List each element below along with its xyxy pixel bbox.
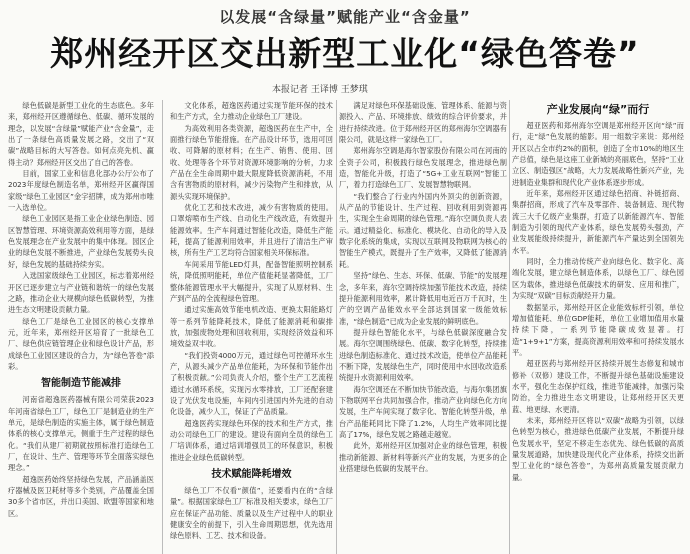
- article-title: 郑州经开区交出新型工业化“绿色答卷”: [50, 34, 640, 73]
- paragraph: 河南省超逸医药器械有限公司荣获2023年河南省绿色工厂，绿色工厂是制造业的生产单元，是绿色制造的实施主体，属于绿色制造体系的核心支撑单元，侧重于生产过程的绿色化。“我们从建厂初期就按照标准打造绿色工厂，在设计、生产、管理等环节全面落实绿色理念。”: [8, 395, 154, 473]
- paragraph: 超逸医药实现绿色环保的技术和生产方式，推动公司绿色工厂的建设。建设有面向全员的绿色工厂培训体系，通过培训增强员工的环保意识，积极推进企业绿色低碳转型。: [170, 418, 333, 462]
- paragraph: 超逸医药始终坚持绿色发展，产品涵盖医疗器械及医卫耗材等多个类别，产品覆盖全国30多个省市区，并出口美国、欧盟等国家和地区。: [8, 474, 154, 518]
- paragraph: “我们整合了行业内外国内外顶尖的创新资源，从产品的节能设计、生产过程、回收利用到资源再生，实现全生命周期的绿色管理。”海尔空调负责人表示。通过精益化、标准化、模块化、自动化的导入及数字化系统的集成，实现以互联网及物联网为核心的智能生产模式，既提升了生产效率，又降低了能源消耗。: [339, 191, 507, 269]
- paragraph: 坚持“绿色、生态、环保、低碳、节能”的发展理念，多年来，海尔空调持续加强节能技术改造，持续提升能源利用效率，累计降低用电近百万千瓦时，生产的空调产品能效水平全部达到国家一级能效标准，“绿色制造”已成为企业发展的鲜明底色。: [339, 271, 507, 326]
- paragraph: 绿色工厂是绿色工业园区的核心支撑单元，近年来，郑州经开区培育了一批绿色工厂、绿色供应链管理企业和绿色设计产品，形成绿色工业园区建设的合力，为“绿色答卷”添彩。: [8, 316, 154, 371]
- paragraph: 优化工艺和技术改进，减少有害物质的使用。口罩熔喷布生产线、自动化生产线改造，有效提升能源效率。生产车间通过智能化改造，降低生产能耗，提高了能源利用效率，并且进行了清洁生产审核，所有生产工艺均符合国家相关环保标准。: [170, 203, 333, 258]
- column-4: [512, 100, 684, 554]
- column-2: [170, 100, 333, 554]
- column-3: [339, 100, 507, 554]
- paragraph: 通过实施高效节能电机改造、更换太阳能路灯等一系列节能降耗技术，降低了能源消耗和碳排放，加强废物处理和回收利用，实现经济效益和环境效益双丰收。: [170, 305, 333, 349]
- paragraph: 超亚医药与郑州经开区持续开展生态修复和城市修补（双修）建设工作，不断提升绿色基础设施建设水平，强化生态保护红线，推进节能减排，加强污染防治，全力推进生态文明建设，让郑州经开区天更蓝、地更绿、水更清。: [512, 359, 684, 414]
- section-heading: 技术赋能降耗增效: [211, 469, 292, 480]
- paragraph: 同时，全力推动传统产业向绿色化、数字化、高端化发展，建立绿色制造体系，以绿色工厂、绿色园区为载体，推进绿色低碳技术的研发、应用和推广，为实现“双碳”目标贡献经开力量。: [512, 257, 684, 301]
- paragraph: 提升绿色智能化水平，与绿色低碳深度融合发展。海尔空调围绕绿色、低碳、数字化转型，持续推进绿色制造标准化、通过技术改造，使单位产品能耗不断下降，发展绿色生产，同时使用中水回收改造系统提升水资源利用效率。: [339, 327, 507, 383]
- column-divider: [509, 100, 510, 554]
- paragraph: 入选国家级绿色工业园区，标志着郑州经开区已逐步建立与产业链和谐统一的绿色发展之路，推动企业大规模向绿色低碳转型，为推进生态文明建设贡献力量。: [8, 271, 154, 315]
- paragraph: 数据显示，郑州经开区企业能效标杆引领，单位增加值能耗、单位GDP能耗，单位工业增加值用水量持续下降，一系列节能降碳成效显著。打造“1+9+1”方案，提高资源利用效率和可持续发展水平。: [512, 302, 684, 357]
- section-heading: 智能制造节能减排: [41, 378, 121, 390]
- paragraph: 超亚医药和郑州海尔空调是郑州经开区向“绿”而行，走“绿”色发展的缩影。用一组数字来说：郑州经开区以占全市约2%的面积，创造了全市10%的地区生产总值，绿色是这座工业新城的亮丽底色，坚持“工业立区、制造强区”战略，大力发展战略性新兴产业，先进制造业集群和现代化产业体系逐步形成。: [512, 121, 684, 187]
- paragraph: 为高效利用各类资源，超逸医药在生产中，全面推行绿色节能措施。在产品设计环节，选用可回收、可降解的原材料；在生产、销售、使用、回收、处理等各个环节对资源环境影响的分析，力求产品在全生命周期中最大限度降低资源消耗，不用含有害物质的原材料，减少污染物产生和排放，从源头实现环境保护。: [170, 123, 333, 201]
- column-divider: [336, 100, 337, 554]
- paragraph: 车间采用节能LED灯具，配备智能照明控制系统，降低照明能耗，单位产值能耗显著降低，工厂整体能源管理水平大幅提升，实现了从原材料、生产到产品的全流程绿色管理。: [170, 259, 333, 303]
- paragraph: 郑州海尔空调是海尔智家股份有限公司在河南的全资子公司，积极践行绿色发展理念，推进绿色制造，智能化升级，打造了“5G+工业互联网”智能工厂，着力打造绿色工厂、发展智慧物联网。: [339, 146, 507, 190]
- column-divider: [162, 100, 163, 554]
- paragraph: 未来，郑州经开区将以“双碳”战略为引领，以绿色转型为核心，推进绿色低碳产业发展，不断提升绿色发展水平，坚定不移走生态优先、绿色低碳的高质量发展道路，加快建设现代化产业体系，持续交出新型工业化的“绿色答卷”，为郑州高质量发展贡献力量。: [512, 415, 684, 482]
- section-heading: 产业发展向“绿”而行: [546, 103, 650, 116]
- paragraph: 目前，国家工业和信息化部办公厅公布了2023年度绿色制造名单，郑州经开区赢得国家级“绿色工业园区”金字招牌，成为郑州市唯一入选单位。: [8, 169, 154, 213]
- paragraph: 文化体系，超逸医药通过实现节能环保的技术和生产方式，全力推动企业绿色工厂建设。: [170, 101, 333, 122]
- paragraph: 此外，郑州经开区加强对企业的绿色管理，积极推动新能源、新材料等新兴产业的发展，为更多的企业搭建绿色低碳的发展平台。: [339, 441, 507, 473]
- paragraph: 海尔空调还在不断加快节能改造，与海尔集团旗下物联网平台共同加强合作，推动产业向绿色化方向发展，生产车间实现了数字化、智能化转型升级，单台产品能耗同比下降了1.2%，人均生产效率同比提高了17%，绿色发展之路越走越宽。: [339, 384, 507, 439]
- paragraph: 绿色工业园区是指工业企业绿色制造、园区智慧管理、环境资源高效利用等方面，是绿色发展理念在产业发展中的集中体现。园区企业的绿色发展不断推进，产业绿色发展势头良好，绿色发展的基础持续夯实。: [8, 214, 154, 269]
- column-1: [8, 100, 154, 554]
- paragraph: 近年来，郑州经开区通过绿色招商、补链招商、集群招商，形成了汽车及零部件、装备制造、现代物流三大千亿级产业集群，打造了以新能源汽车、智能制造为引领的现代产业体系，绿色发展势头强劲，产业发展能级持续提升，新能源汽车产量达到全国领先水平。: [512, 189, 684, 255]
- paragraph: 绿色工厂不仅看“颜值”，还要看内在的“含绿量”。根据国家绿色工厂标准及相关要求，绿色工厂应在保证产品功能、质量以及生产过程中人的职业健康安全的前提下，引入生命周期思想，优先选用绿色原料、工艺、技术和设备。: [170, 486, 333, 541]
- paragraph: “我们投资4000万元，通过绿色可控循环水生产，从源头减少产品单位能耗，为环保和节能作出了积极贡献。”公司负责人介绍，整个生产工艺流程通过水循环系统，实现污水零排放，工厂还配套建设了光伏发电设施，车间内引进国内外先进的自动化设备，减少人工，保证了产品质量。: [170, 350, 333, 417]
- article-subtitle: 以发展“含绿量”赋能产业“含金量”: [219, 8, 471, 26]
- paragraph: 绿色低碳是新型工业化的生态底色。多年来，郑州经开区遵循绿色、低碳、循环发展的理念，以发展“含绿量”赋能产业“含金量”，走出了一条绿色高质量发展之路，交出了“双碳”战略目标的大写答卷。如何点亮先机、赢得主动？郑州经开区交出了自己的答卷。: [8, 101, 154, 167]
- paragraph: 满足对绿色环保基础设施、管理体系、能源与资源投入、产品、环境排放、绩效的综合评价要求，并进行持续改进。位于郑州经开区的郑州海尔空调器有限公司，就是这样一家绿色工厂。: [339, 101, 507, 145]
- byline: 本报记者 王译博 王梦琪: [272, 85, 368, 95]
